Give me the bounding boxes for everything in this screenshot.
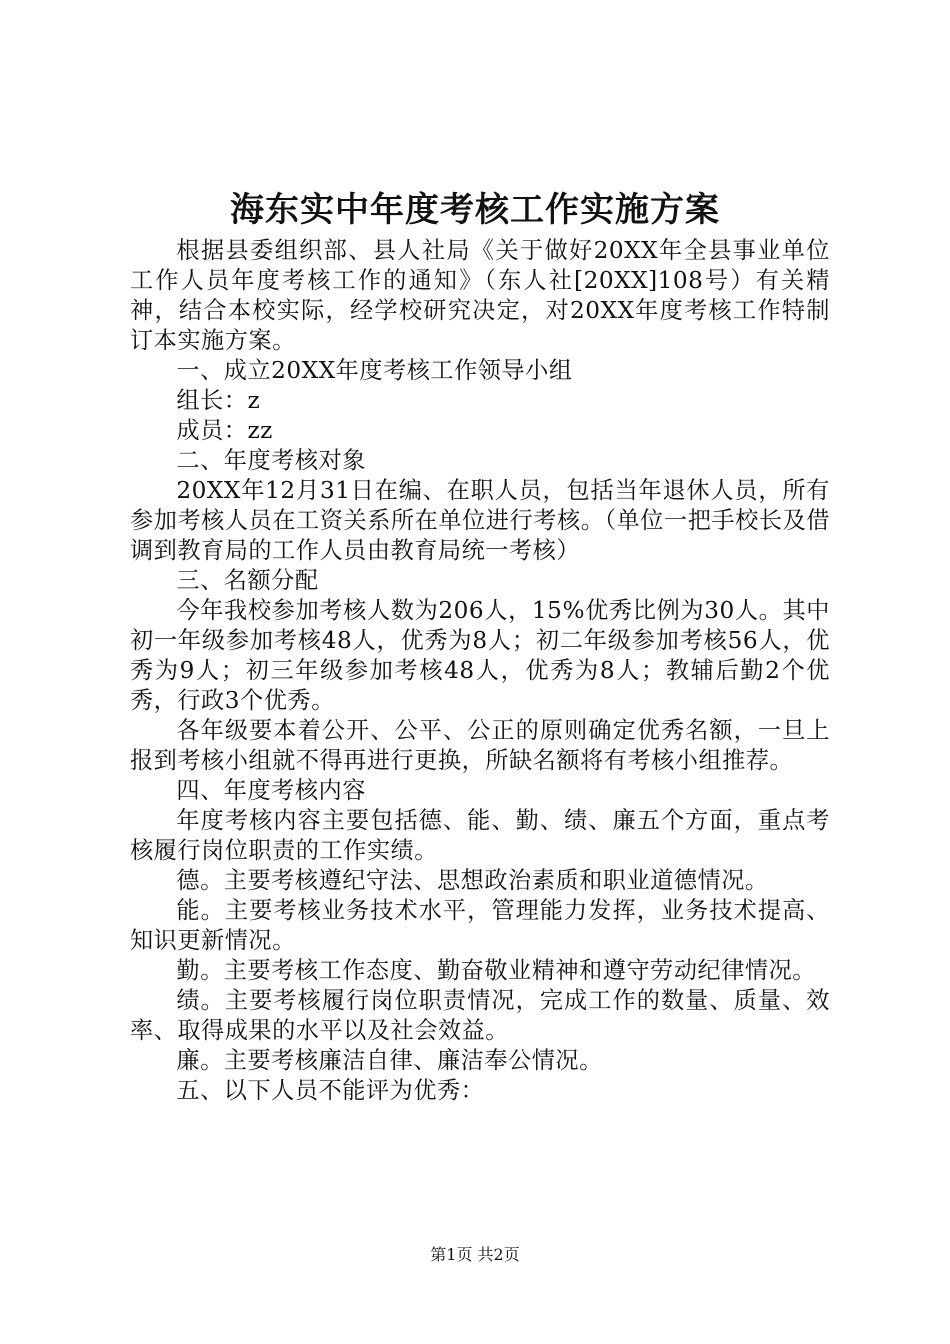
section-heading-2: 二、年度考核对象	[176, 447, 366, 474]
group-leader-line: 组长：z	[176, 387, 261, 414]
section-heading-3: 三、名额分配	[176, 567, 319, 594]
section-heading-1: 一、成立20XX年度考核工作领导小组	[176, 357, 573, 384]
intro-paragraph: 根据县委组织部、县人社局《关于做好20XX年全县事业单位工作人员年度考核工作的通知》（东人社[20XX]108号）有关精神，结合本校实际，经学校研究决定，对20XX年度考核工作特制订本实施方案。	[130, 237, 830, 354]
criterion-qin-paragraph: 勤。主要考核工作态度、勤奋敬业精神和遵守劳动纪律情况。	[176, 957, 816, 984]
assessment-target-paragraph: 20XX年12月31日在编、在职人员，包括当年退休人员，所有参加考核人员在工资关系所在单位进行考核。（单位一把手校长及借调到教育局的工作人员由教育局统一考核）	[130, 477, 830, 564]
page-number: 第1页 共2页	[430, 1245, 520, 1264]
criterion-lian-paragraph: 廉。主要考核廉洁自律、廉洁奉公情况。	[176, 1047, 603, 1074]
criterion-de-paragraph: 德。主要考核遵纪守法、思想政治素质和职业道德情况。	[176, 867, 769, 894]
document-body	[130, 236, 830, 1106]
group-members-line: 成员：zz	[176, 417, 273, 444]
criterion-neng-paragraph: 能。主要考核业务技术水平，管理能力发挥，业务技术提高、知识更新情况。	[130, 897, 830, 954]
section-heading-5: 五、以下人员不能评为优秀：	[176, 1077, 485, 1104]
criterion-ji-paragraph: 绩。主要考核履行岗位职责情况，完成工作的数量、质量、效率、取得成果的水平以及社会效益。	[130, 987, 830, 1044]
section-heading-4: 四、年度考核内容	[176, 777, 366, 804]
quota-rules-paragraph: 各年级要本着公开、公平、公正的原则确定优秀名额，一旦上报到考核小组就不得再进行更换，所缺名额将有考核小组推荐。	[130, 717, 830, 774]
content-overview-paragraph: 年度考核内容主要包括德、能、勤、绩、廉五个方面，重点考核履行岗位职责的工作实绩。	[130, 807, 830, 864]
document-title: 海东实中年度考核工作实施方案	[230, 190, 720, 230]
quota-paragraph: 今年我校参加考核人数为206人，15%优秀比例为30人。其中初一年级参加考核48人，优秀为8人；初二年级参加考核56人，优秀为9人；初三年级参加考核48人，优秀为8人；教辅后勤2个优秀，行政3个优秀。	[130, 597, 830, 714]
